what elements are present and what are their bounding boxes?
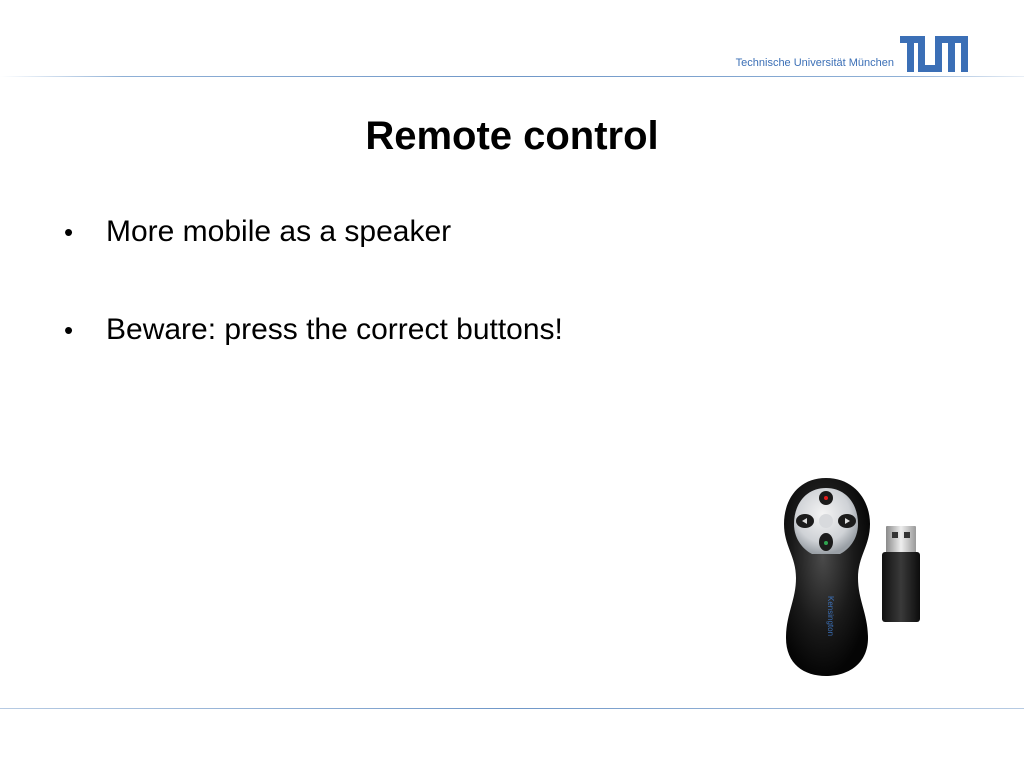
bullet-icon: • [64, 315, 74, 345]
bullet-icon: • [64, 217, 74, 247]
bullet-item [64, 310, 563, 350]
presenter-remote-image [778, 474, 923, 680]
slide-title: Remote control [365, 114, 659, 158]
bullet-item [64, 212, 563, 252]
university-name: Technische Universität München [735, 57, 894, 69]
tum-logo-icon [900, 36, 968, 72]
bullet-list [64, 212, 563, 408]
bullet-text: More mobile as a speaker [106, 215, 452, 248]
bullet-text: Beware: press the correct buttons! [106, 313, 563, 346]
header-divider [0, 76, 1024, 77]
footer-divider [0, 708, 1024, 709]
brand-mark: Kensington [826, 596, 835, 637]
